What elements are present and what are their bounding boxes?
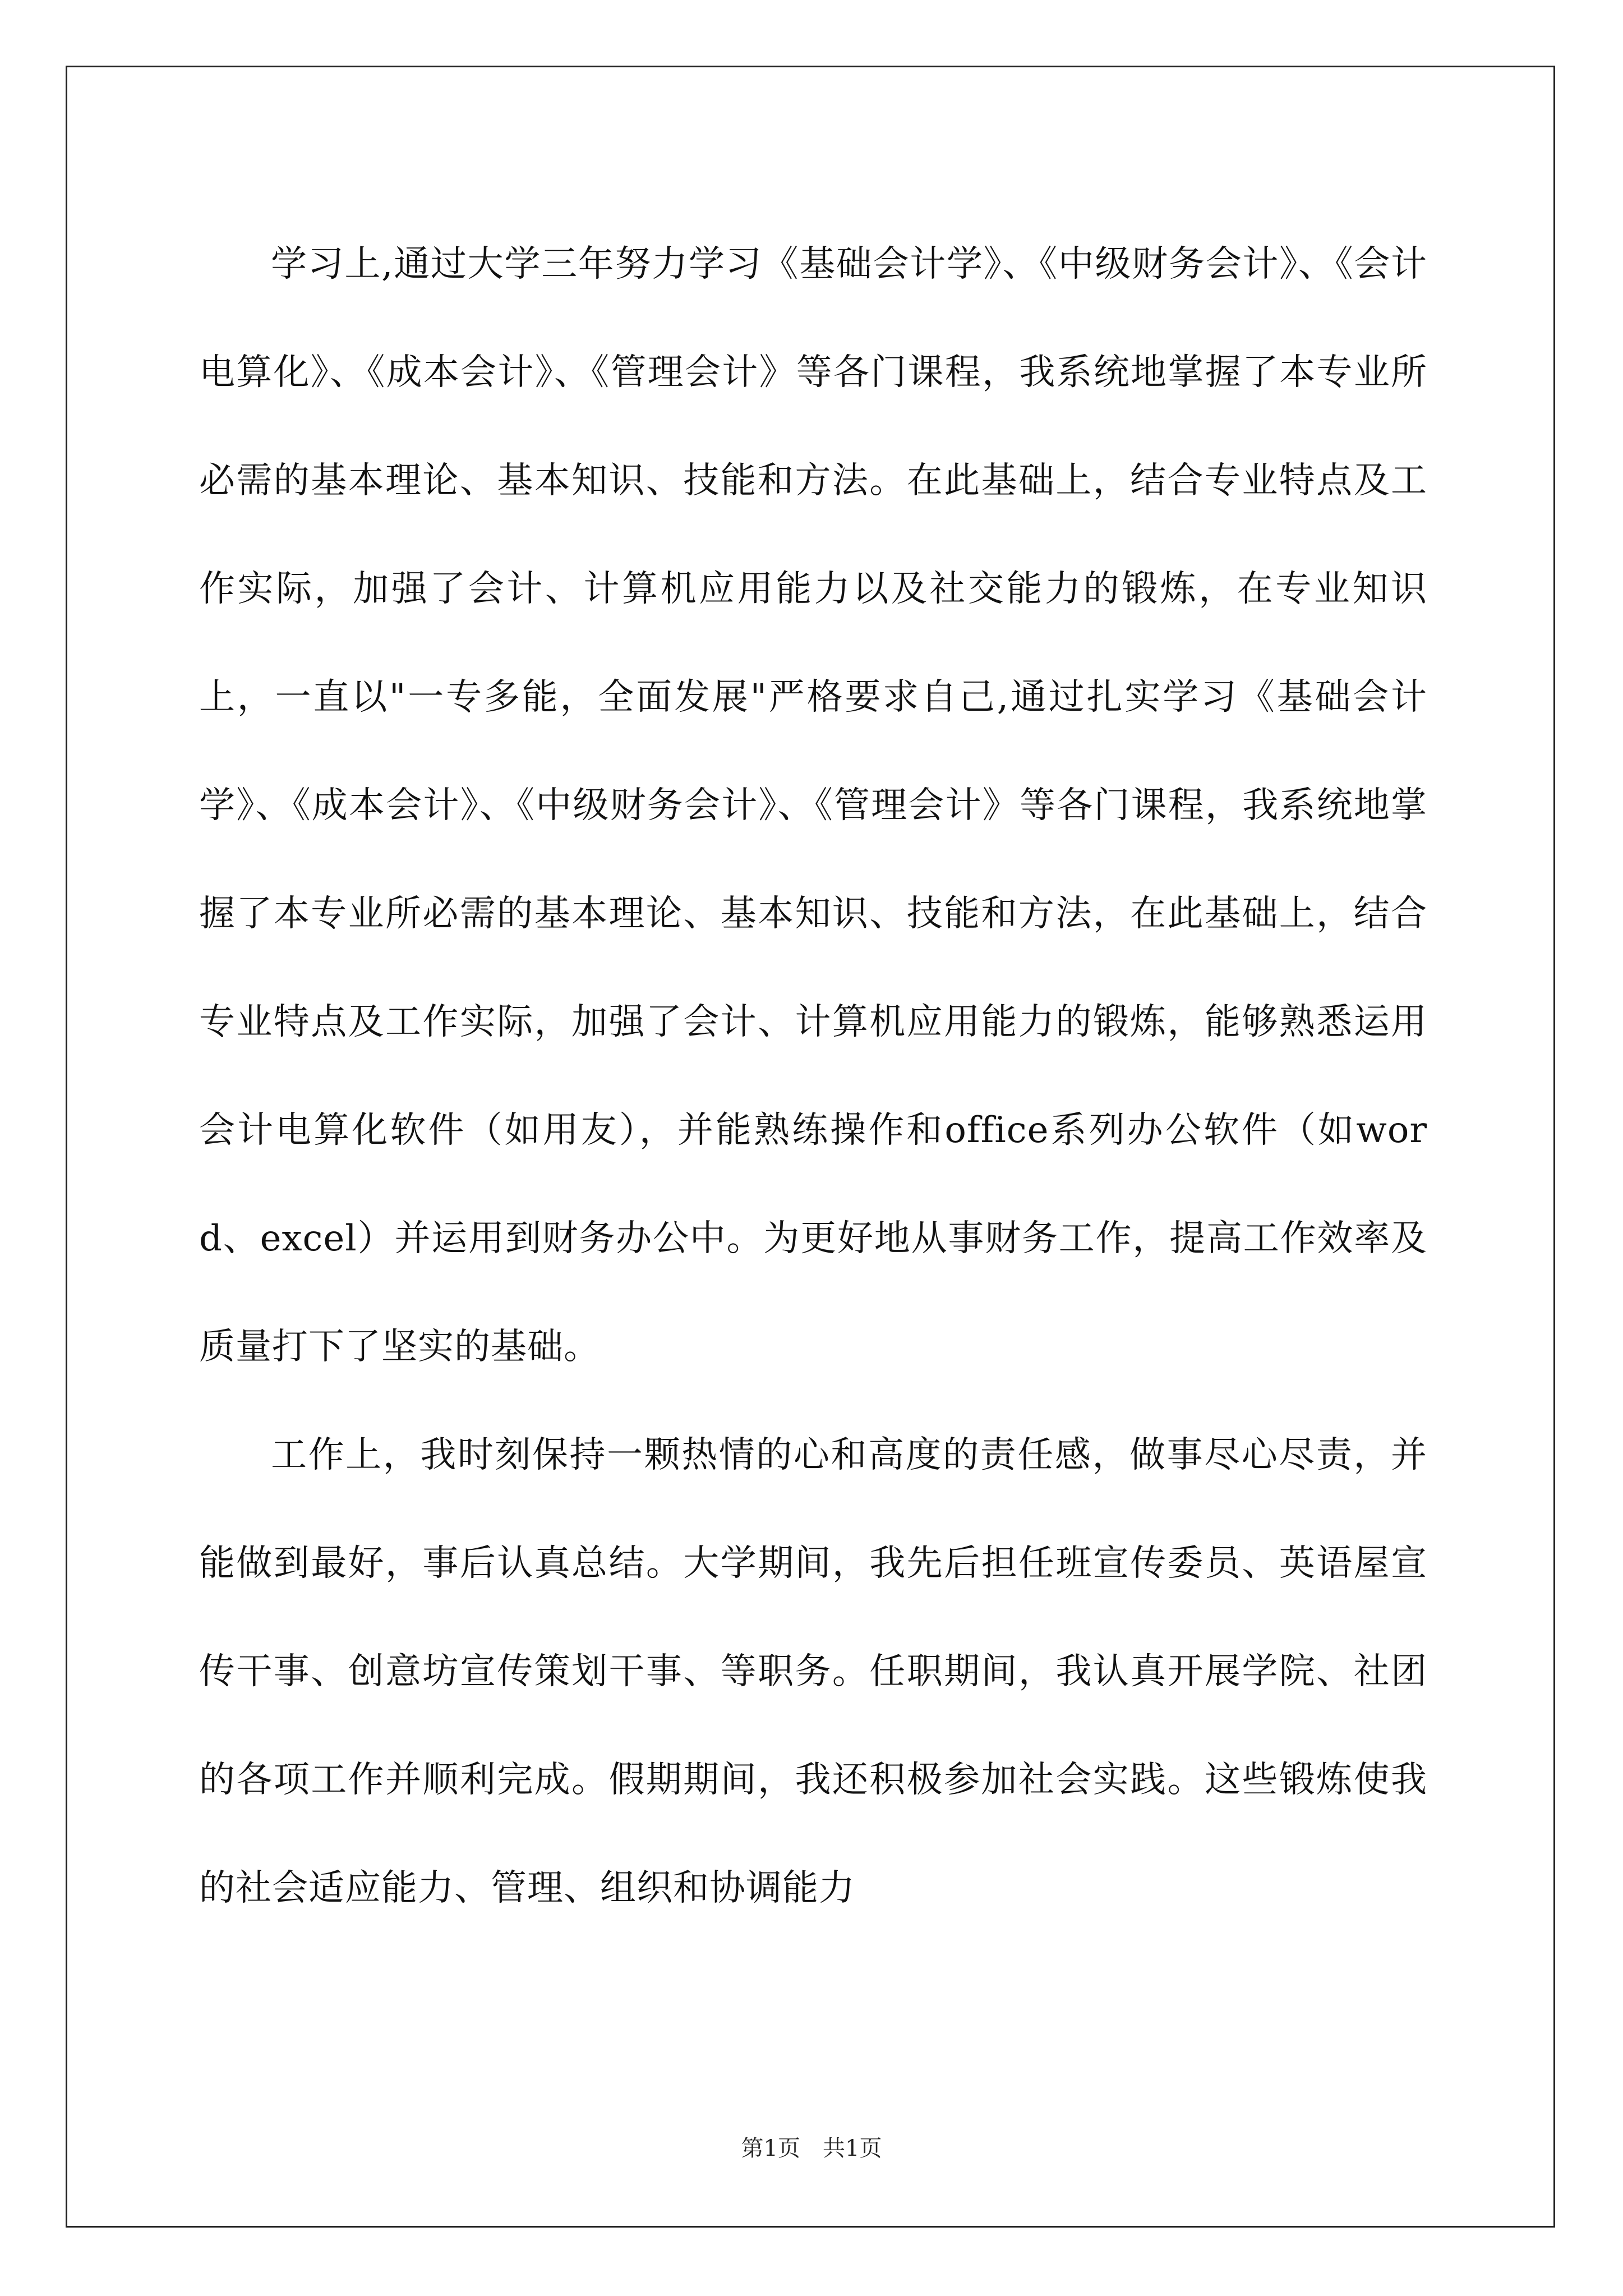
- paragraph-work: 工作上，我时刻保持一颗热情的心和高度的责任感，做事尽心尽责，并能做到最好，事后认真总结。大学期间，我先后担任班宣传委员、英语屋宣传干事、创意坊宣传策划干事、等职务。任职期间，我认真开展学院、社团的各项工作并顺利完成。假期期间，我还积极参加社会实践。这些锻炼使我的社会适应能力、管理、组织和协调能力: [199, 1434, 1427, 1909]
- document-body: [199, 210, 1427, 1943]
- paragraph-study: 学习上,通过大学三年努力学习《基础会计学》、《中级财务会计》、《会计电算化》、《成本会计》、《管理会计》等各门课程，我系统地掌握了本专业所必需的基本理论、基本知识、技能和方法。在此基础上，结合专业特点及工作实际，加强了会计、计算机应用能力以及社交能力的锻炼，在专业知识上，一直以"一专多能，全面发展"严格要求自己,通过扎实学习《基础会计学》、《成本会计》、《中级财务会计》、《管理会计》等各门课程，我系统地掌握了本专业所必需的基本理论、基本知识、技能和方法，在此基础上，结合专业特点及工作实际，加强了会计、计算机应用能力的锻炼，能够熟悉运用会计电算化软件（如用友），并能熟练操作和office系列办公软件（如word、excel）并运用到财务办公中。为更好地从事财务工作，提高工作效率及质量打下了坚实的基础。: [199, 243, 1427, 1368]
- page-number: 第1页 共1页: [741, 2136, 882, 2161]
